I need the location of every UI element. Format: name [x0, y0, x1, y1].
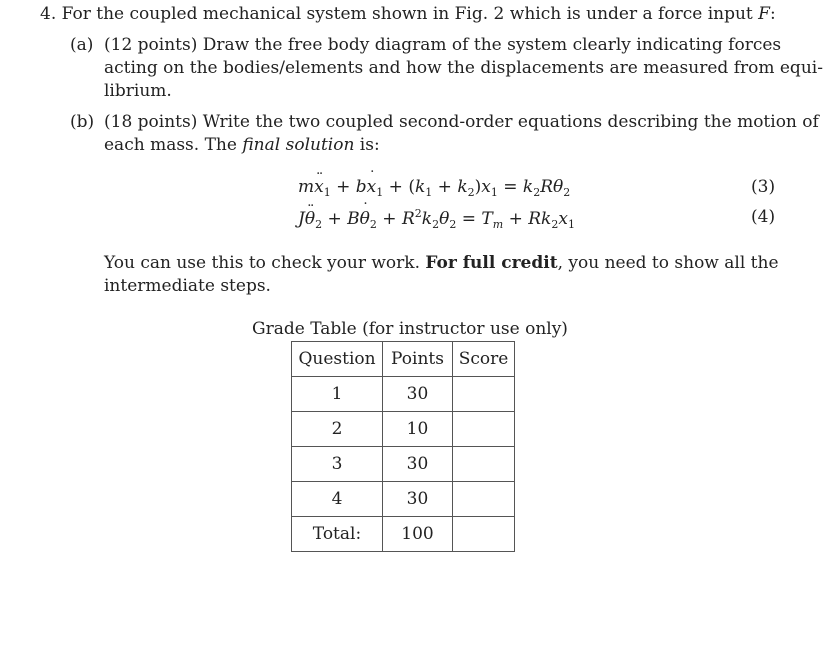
part-b-line-2	[104, 135, 380, 155]
points-cell: 30	[383, 447, 453, 482]
question-cell: 4	[292, 482, 383, 517]
grade-table	[291, 341, 515, 552]
note-prefix: You can use this to check your work.	[104, 253, 426, 273]
header-points: Points	[383, 342, 453, 377]
note-line-2: intermediate steps.	[104, 276, 271, 296]
part-a-line-2: acting on the bodies/elements and how the displacements are measured from equi-	[104, 58, 823, 78]
table-row	[292, 482, 515, 517]
question-stem-suffix: :	[769, 4, 776, 24]
question-number: 4.	[40, 4, 57, 24]
points-cell: 100	[383, 517, 453, 552]
score-cell[interactable]	[453, 412, 515, 447]
table-row	[292, 517, 515, 552]
question-cell: 1	[292, 377, 383, 412]
table-row	[292, 412, 515, 447]
force-variable: F	[758, 4, 770, 24]
score-cell[interactable]	[453, 447, 515, 482]
part-b-line-2-suffix: is:	[354, 135, 380, 155]
question-cell: Total:	[292, 517, 383, 552]
part-b-line-1: (18 points) Write the two coupled second-order equations describing the motion of	[104, 112, 819, 132]
grade-table-header-row	[292, 342, 515, 377]
note-suffix: , you need to show all the	[557, 253, 779, 273]
full-credit-text: For full credit	[425, 253, 558, 273]
question-stem-text: For the coupled mechanical system shown in Fig. 2 which is under a force input	[61, 4, 759, 24]
part-b-line-2-prefix: each mass. The	[104, 135, 243, 155]
table-row	[292, 447, 515, 482]
score-cell[interactable]	[453, 517, 515, 552]
equation-3: mx $¨_1$ + bx $˙_1 + (k_1 + k_2)x_1 = k_2R\theta_2$	[298, 177, 570, 199]
points-cell: 30	[383, 482, 453, 517]
question-stem	[40, 4, 776, 24]
score-cell[interactable]	[453, 482, 515, 517]
question-cell: 2	[292, 412, 383, 447]
note-line-1	[104, 253, 779, 273]
points-cell: 10	[383, 412, 453, 447]
part-a-label: (a)	[70, 35, 94, 55]
part-a-line-1: (12 points) Draw the free body diagram of the system clearly indicating forces	[104, 35, 782, 55]
question-cell: 3	[292, 447, 383, 482]
equation-4: Jθ $¨_2 + B\theta$ $˙_2 + R^2k_2\theta_2 = T_m + Rk_2x_1$	[298, 207, 575, 231]
table-row	[292, 377, 515, 412]
equation-3-number: (3)	[751, 177, 776, 197]
points-cell: 30	[383, 377, 453, 412]
part-a-line-3: librium.	[104, 81, 172, 101]
header-score: Score	[453, 342, 515, 377]
final-solution-text: final solution	[242, 135, 355, 155]
part-b-label: (b)	[70, 112, 95, 132]
header-question: Question	[292, 342, 383, 377]
equation-4-number: (4)	[751, 207, 776, 227]
score-cell[interactable]	[453, 377, 515, 412]
grade-table-caption: Grade Table (for instructor use only)	[252, 319, 568, 339]
